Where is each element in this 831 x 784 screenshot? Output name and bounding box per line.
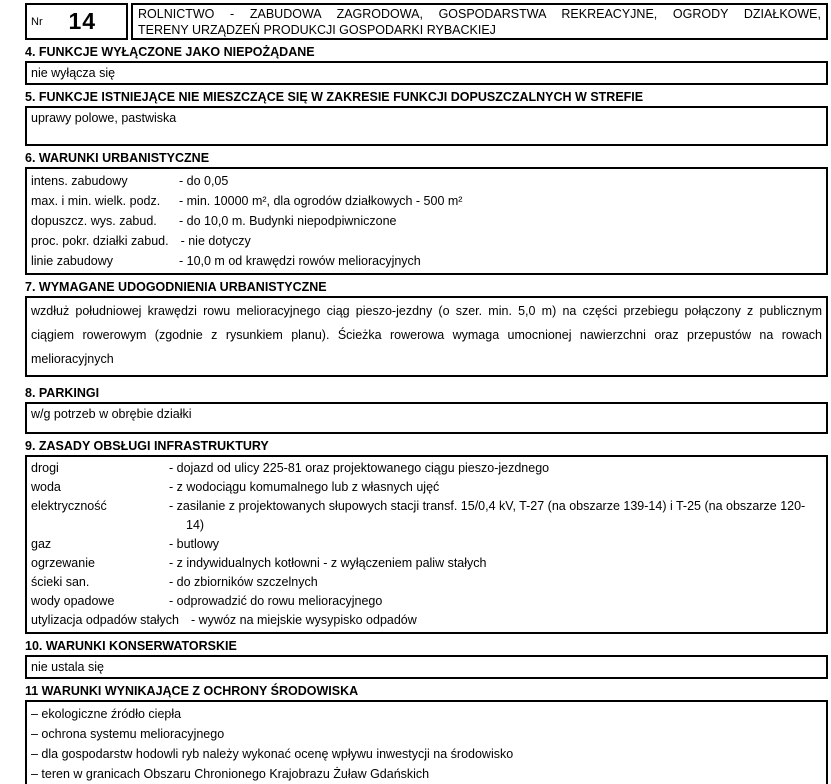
row-value: - min. 10000 m², dla ogrodów działkowych - 500 m²: [179, 194, 463, 208]
section-9-table: [25, 455, 828, 634]
table-row: [31, 191, 822, 211]
row-label: ścieki san.: [31, 575, 90, 589]
section-11-list-box: [25, 700, 828, 784]
card-number-label: Nr: [31, 15, 43, 28]
row-label: dopuszcz. wys. zabud.: [31, 214, 157, 228]
table-row: [31, 611, 822, 630]
card-title-line2: TERENY URZĄDZEŃ PRODUKCJI GOSPODARKI RYBACKIEJ: [138, 23, 496, 37]
row-label: intens. zabudowy: [31, 174, 128, 188]
section-5-heading: 5. FUNKCJE ISTNIEJĄCE NIE MIESZCZĄCE SIĘ W ZAKRESIE FUNKCJI DOPUSZCZALNYCH W STREFIE: [25, 90, 644, 104]
section-10-heading: 10. WARUNKI KONSERWATORSKIE: [25, 639, 237, 653]
section-4-heading: 4. FUNKCJE WYŁĄCZONE JAKO NIEPOŻĄDANE: [25, 45, 315, 59]
section-7-content: wzdłuż południowej krawędzi rowu melioracyjnego ciąg pieszo-jezdny (o szer. min. 5,0 m) na części przebiegu połączony z publicznym ciągiem rowerowym (zgodnie z rysunkiem planu). Ścieżka rowerowa wymaga umocnionej nawierzchni oraz przepustów na rowach melioracyjnych: [31, 304, 822, 366]
row-label: elektryczność: [31, 499, 107, 513]
row-value: - butlowy: [169, 537, 220, 551]
row-label: linie zabudowy: [31, 254, 113, 268]
section-5-content-box: [25, 106, 828, 146]
card-title-box: [131, 3, 828, 40]
section-7-content-box: [25, 296, 828, 377]
row-value: - z wodociągu komumalnego lub z własnych ujęć: [169, 480, 440, 494]
section-4-content-box: [25, 61, 828, 85]
section-4-content: nie wyłącza się: [31, 66, 116, 80]
row-label: ogrzewanie: [31, 556, 95, 570]
section-8-content: w/g potrzeb w obrębie działki: [31, 407, 192, 421]
row-label: utylizacja odpadów stałych: [31, 613, 179, 627]
section-10-content-box: [25, 655, 828, 679]
row-value: - z indywidualnych kotłowni - z wyłączeniem paliw stałych: [169, 556, 487, 570]
row-label: woda: [31, 480, 61, 494]
row-value: - wywóz na miejskie wysypisko odpadów: [191, 613, 417, 627]
section-10-content: nie ustala się: [31, 660, 104, 674]
table-row: [31, 251, 822, 271]
row-value: - 10,0 m od krawędzi rowów melioracyjnych: [179, 254, 421, 268]
row-label: wody opadowe: [31, 594, 115, 608]
row-label: gaz: [31, 537, 52, 551]
row-value: - dojazd od ulicy 225-81 oraz projektowanego ciągu pieszo-jezdnego: [169, 461, 550, 475]
row-value: - nie dotyczy: [180, 234, 251, 248]
section-6-heading: 6. WARUNKI URBANISTYCZNE: [25, 151, 210, 165]
row-value: - zasilanie z projektowanych słupowych stacji transf. 15/0,4 kV, T-27 (na obszarze 139-14) i T-25 (na obszarze 120-14): [169, 499, 806, 532]
card-title-line1: ROLNICTWO - ZABUDOWA ZAGRODOWA, GOSPODARSTWA REKREACYJNE, OGRODY DZIAŁKOWE,: [138, 7, 821, 21]
table-row: [31, 211, 822, 231]
row-value: - do zbiorników szczelnych: [169, 575, 318, 589]
section-11-heading: 11 WARUNKI WYNIKAJĄCE Z OCHRONY ŚRODOWISKA: [25, 684, 359, 698]
row-value: - do 10,0 m. Budynki niepodpiwniczone: [179, 214, 397, 228]
section-9-heading: 9. ZASADY OBSŁUGI INFRASTRUKTURY: [25, 439, 269, 453]
section-8-heading: 8. PARKINGI: [25, 386, 100, 400]
card-number-box: [25, 3, 128, 40]
list-item: – ekologiczne źródło ciepła: [31, 707, 182, 721]
list-item: – ochrona systemu melioracyjnego: [31, 727, 225, 741]
table-row: [31, 171, 822, 191]
row-value: - do 0,05: [179, 174, 229, 188]
table-row: [31, 592, 822, 611]
card-number-value: 14: [68, 8, 97, 34]
list-item: – dla gospodarstw hodowli ryb należy wykonać ocenę wpływu inwestycji na środowisko: [31, 747, 514, 761]
row-value: - odprowadzić do rowu melioracyjnego: [169, 594, 383, 608]
table-row: [31, 554, 822, 573]
table-row: [31, 478, 822, 497]
row-label: proc. pokr. działki zabud.: [31, 234, 169, 248]
table-row: [31, 497, 822, 535]
table-row: [31, 535, 822, 554]
table-row: [31, 573, 822, 592]
table-row: [31, 231, 822, 251]
section-5-content: uprawy polowe, pastwiska: [31, 111, 177, 125]
row-label: drogi: [31, 461, 59, 475]
table-row: [31, 459, 822, 478]
section-7-heading: 7. WYMAGANE UDOGODNIENIA URBANISTYCZNE: [25, 280, 327, 294]
section-6-table: [25, 167, 828, 275]
list-item: – teren w granicach Obszaru Chronionego Krajobrazu Żuław Gdańskich: [31, 767, 430, 781]
card-header: [25, 3, 828, 40]
row-label: max. i min. wielk. podz.: [31, 194, 161, 208]
section-8-content-box: [25, 402, 828, 434]
